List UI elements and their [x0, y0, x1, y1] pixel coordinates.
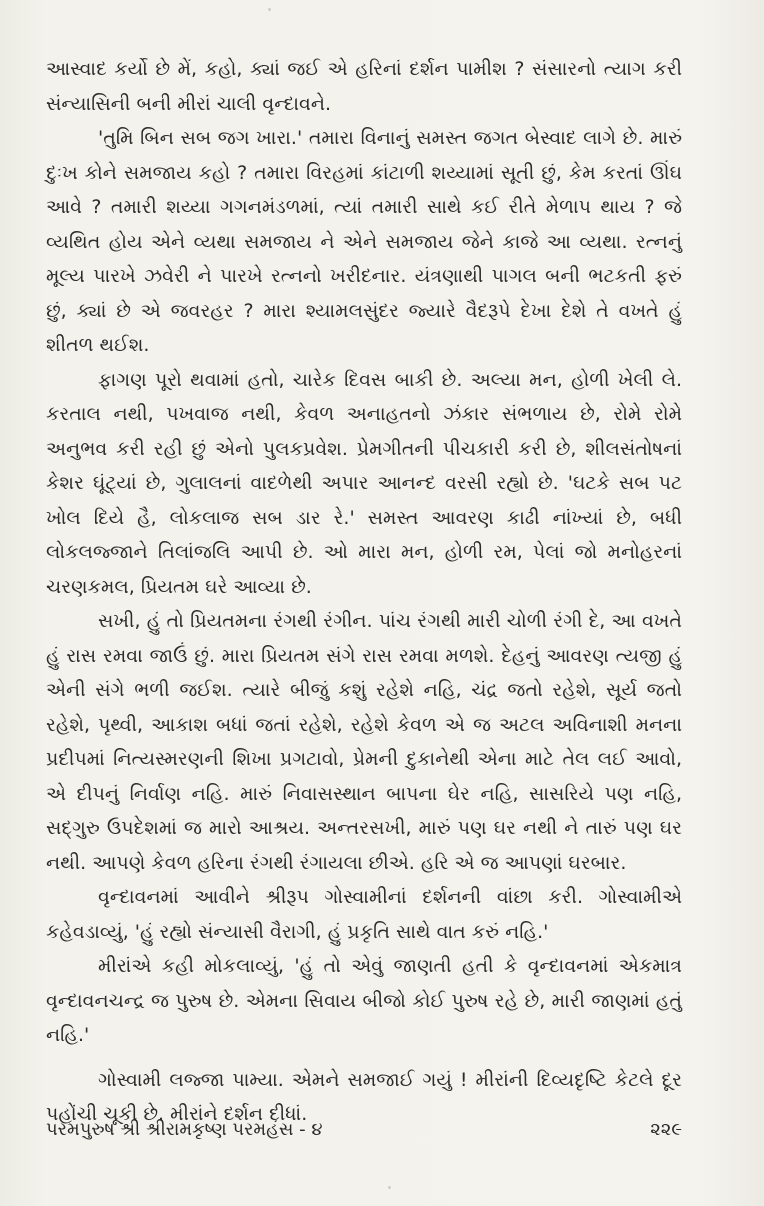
page-number: ૨૨૯ [650, 1119, 682, 1140]
paragraph: મીરાંએ કહી મોકલાવ્યું, 'હું તો એવું જાણતી હતી કે વૃન્દાવનમાં એકમાત્ર વૃન્દાવનચન્દ્ર જ પુરુષ છે. એમના સિવાય બીજો કોઈ પુરુષ રહે છે, મારી જાણમાં હતું નહિ.' [46, 955, 682, 1046]
paragraph: આસ્વાદ કર્યો છે મેં, કહો, ક્યાં જઈ એ હરિનાં દર્શન પામીશ ? સંસારનો ત્યાગ કરી સંન્યાસિની બની મીરાં ચાલી વૃન્દાવને. [46, 58, 682, 115]
paper-speck [388, 1186, 391, 1189]
paragraph: 'તુમિ બિન સબ જગ ખારા.' તમારા વિનાનું સમસ્ત જગત બેસ્વાદ લાગે છે. મારું દુઃખ કોને સમજાય કહો ? તમારા વિરહમાં કાંટાળી શય્યામાં સૂતી છું, કેમ કરતાં ઊંઘ આવે ? તમારી શય્યા ગગનમંડળમાં, ત્યાં તમારી સાથે કઈ રીતે મેળાપ થાય ? જે વ્યથિત હોય એને વ્યથા સમજાય ને એને સમજાય જેને કાજે આ વ્યથા. રત્નનું મૂલ્ય પારખે ઝવેરી ને પારખે રત્નનો ખરીદનાર. યંત્રણાથી પાગલ બની ભટકતી ફરું છું, ક્યાં છે એ જવરહર ? મારા શ્યામલસુંદર જ્યારે વૈદરૂપે દેખા દેશે તે વખતે હું શીતળ થઈશ. [46, 127, 682, 356]
running-footer-title: પરમપુરુષ શ્રી શ્રીરામકૃષ્ણ પરમહંસ - ૪ [46, 1119, 323, 1140]
paper-speck [268, 8, 271, 11]
paragraph: વૃન્દાવનમાં આવીને શ્રીરૂપ ગોસ્વામીનાં દર્શનની વાંછા કરી. ગોસ્વામીએ કહેવડાવ્યું, 'હું રહ્યો સંન્યાસી વૈરાગી, હું પ્રકૃતિ સાથે વાત કરું નહિ.' [46, 886, 682, 943]
paragraph: સખી, હું તો પ્રિયતમના રંગથી રંગીન. પાંચ રંગથી મારી ચોળી રંગી દે, આ વખતે હું રાસ રમવા જાઉં છું. મારા પ્રિયતમ સંગે રાસ રમવા મળશે. દેહનું આવરણ ત્યજી હું એની સંગે ભળી જઈશ. ત્યારે બીજું કશું રહેશે નહિ, ચંદ્ર જતો રહેશે, સૂર્ય જતો રહેશે, પૃથ્વી, આકાશ બધાં જતાં રહેશે, રહેશે કેવળ એ જ અટલ અવિનાશી મનના પ્રદીપમાં નિત્યસ્મરણની શિખા પ્રગટાવો, પ્રેમની દુકાનેથી એના માટે તેલ લઈ આવો, એ દીપનું નિર્વાણ નહિ. મારું નિવાસસ્થાન બાપના ઘેર નહિ, સાસરિયે પણ નહિ, સદ્‌ગુરુ ઉપદેશમાં જ મારો આશ્રય. અન્તરસખી, મારું પણ ઘર નથી ને તારું પણ ઘર નથી. આપણે કેવળ હરિના રંગથી રંગાયલા છીએ. હરિ એ જ આપણાં ઘરબાર. [46, 610, 682, 874]
paragraph: ગોસ્વામી લજ્જા પામ્યા. એમને સમજાઈ ગયું ! મીરાંની દિવ્યદૃષ્ટિ કેટલે દૂર પહોંચી ચૂકી છે. મીરાંને દર્શન દીધાં. [46, 1068, 682, 1125]
paragraph: ફાગણ પૂરો થવામાં હતો, ચારેક દિવસ બાકી છે. અલ્યા મન, હોળી ખેલી લે. કરતાલ નથી, પખવાજ નથી, કેવળ અનાહતનો ઝંકાર સંભળાય છે, રોમે રોમે અનુભવ કરી રહી છું એનો પુલકપ્રવેશ. પ્રેમગીતની પીચકારી કરી છે, શીલસંતોષનાં કેશર ઘૂંટ્યાં છે, ગુલાલનાં વાદળેથી અપાર આનન્દ વરસી રહ્યો છે. 'ઘટકે સબ પટ ખોલ દિયે હૈ, લોકલાજ સબ ડાર રે.' સમસ્ત આવરણ કાઢી નાંખ્યાં છે, બધી લોકલજ્જાને તિલાંજલિ આપી છે. ઓ મારા મન, હોળી રમ, પેલાં જો મનોહરનાં ચરણકમલ, પ્રિયતમ ઘરે આવ્યા છે. [46, 368, 682, 598]
page-body [46, 52, 682, 1132]
page-footer [46, 1119, 682, 1140]
